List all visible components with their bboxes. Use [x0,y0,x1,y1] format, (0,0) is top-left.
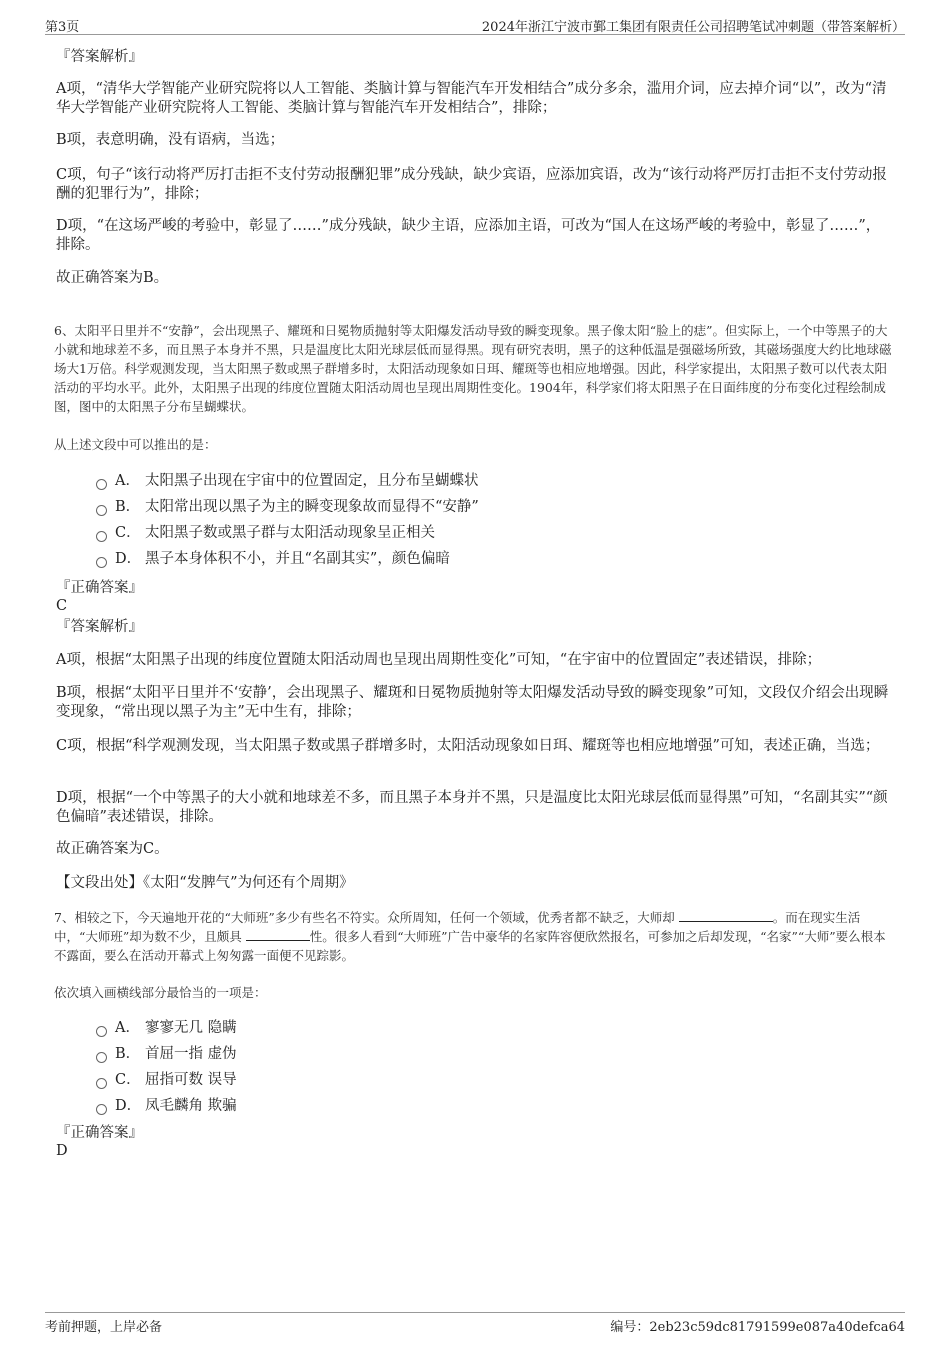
footer-slogan: 考前押题，上岸必备 [45,1320,163,1335]
document-title: 2024年浙江宁波市鄞工集团有限责任公司招聘笔试冲刺题（带答案解析） [481,20,905,35]
q6-option-d[interactable]: D． 黑子本身体积不小，并且“名副其实”，颜色偏暗 [96,549,450,569]
q5-conclusion: 故正确答案为B。 [56,270,169,286]
q7-answer-label: 『正确答案』 [56,1125,143,1141]
page-number: 第3页 [45,20,80,35]
q7-answer: D [56,1143,68,1159]
q5-analysis-a: A项，“清华大学智能产业研究院将以人工智能、类脑计算与智能汽车开发相结合”成分多余，滥用介词，应去掉介词“以”，改为“清华大学智能产业研究院将人工智能、类脑计算与智能汽车开发相结合”，排除； [56,81,887,116]
q7-option-a[interactable]: A． 寥寥无几 隐瞒 [96,1018,237,1038]
q7-option-c[interactable]: C． 屈指可数 误导 [96,1070,237,1090]
q5-analysis-d: D项，“在这场严峻的考验中，彰显了……”成分残缺，缺少主语，应添加主语，可改为“国人在这场严峻的考验中，彰显了……”，排除。 [56,218,881,253]
q6-analysis-b: B项，根据“太阳平日里并不‘安静’，会出现黑子、耀斑和日冕物质抛射等太阳爆发活动导致的瞬变现象”可知，文段仅介绍会出现瞬变现象，“常出现以黑子为主”无中生有，排除； [56,685,889,720]
q7-option-d[interactable]: D． 凤毛麟角 欺骗 [96,1096,237,1116]
radio-icon[interactable] [96,1104,107,1115]
answer-blank-2 [246,928,310,941]
q6-option-a[interactable]: A． 太阳黑子出现在宇宙中的位置固定，且分布呈蝴蝶状 [96,471,479,491]
radio-icon[interactable] [96,531,107,542]
q7-option-b[interactable]: B． 首屈一指 虚伪 [96,1044,237,1064]
q5-analysis-b: B项，表意明确，没有语病，当选； [56,132,285,148]
q6-analysis-c: C项，根据“科学观测发现，当太阳黑子数或黑子群增多时，太阳活动现象如日珥、耀斑等也相应地增强”可知，表述正确，当选； [56,738,880,754]
footer-serial: 编号：2eb23c59dc81791599e087a40defca64 [610,1320,905,1335]
q7-prompt: 依次填入画横线部分最恰当的一项是： [54,985,267,1000]
q6-conclusion: 故正确答案为C。 [56,841,169,857]
q7-stem: 7、相较之下，今天遍地开花的“大师班”多少有些名不符实。众所周知，任何一个领域，优秀者都不缺乏，大师却 。而在现实生活中，“大师班”却为数不少，且颇具 性。很多人看到“大师班”广告中豪华的名家阵容便欣然报名，可参加之后却发现，“名家”“大师”要么根本不露面，要么在活动开幕式上匆匆露一面便不见踪影。 [54,910,886,963]
radio-icon[interactable] [96,479,107,490]
q6-prompt: 从上述文段中可以推出的是： [54,437,217,452]
q6-answer-label: 『正确答案』 [56,580,143,596]
q6-option-c[interactable]: C． 太阳黑子数或黑子群与太阳活动现象呈正相关 [96,523,435,543]
q6-answer: C [56,598,68,614]
answer-blank-1 [679,909,773,922]
radio-icon[interactable] [96,505,107,516]
q6-option-b[interactable]: B． 太阳常出现以黑子为主的瞬变现象故而显得不“安静” [96,497,479,517]
q6-stem: 6、太阳平日里并不“安静”，会出现黑子、耀斑和日冕物质抛射等太阳爆发活动导致的瞬变现象。黑子像太阳“脸上的痣”。但实际上，一个中等黑子的大小就和地球差不多，而且黑子本身并不黑，只是温度比太阳光球层低而显得黑。现有研究表明，黑子的这种低温是强磁场所致，其磁场强度大约比地球磁场大1万倍。科学观测发现，当太阳黑子数或黑子群增多时，太阳活动现象如日珥、耀斑等也相应地增强。因此，科学家提出，太阳黑子数可以代表太阳活动的平均水平。此外，太阳黑子出现的纬度位置随太阳活动周也呈现出周期性变化。1904年，科学家们将太阳黑子在日面纬度的分布变化过程绘制成图，图中的太阳黑子分布呈蝴蝶状。 [54,323,892,414]
q6-analysis-a: A项，根据“太阳黑子出现的纬度位置随太阳活动周也呈现出周期性变化”可知，“在宇宙中的位置固定”表述错误，排除； [56,652,822,668]
radio-icon[interactable] [96,1078,107,1089]
radio-icon[interactable] [96,1026,107,1037]
q6-analysis-d: D项，根据“一个中等黑子的大小就和地球差不多，而且黑子本身并不黑，只是温度比太阳光球层低而显得黑”可知，“名副其实”“颜色偏暗”表述错误，排除。 [56,790,888,825]
radio-icon[interactable] [96,557,107,568]
q5-analysis-c: C项，句子“该行动将严厉打击拒不支付劳动报酬犯罪”成分残缺，缺少宾语，应添加宾语，改为“该行动将严厉打击拒不支付劳动报酬的犯罪行为”，排除； [56,167,887,202]
radio-icon[interactable] [96,1052,107,1063]
page-header [45,14,905,35]
q5-analysis-label: 『答案解析』 [56,49,143,65]
q6-source: 【文段出处】《太阳“发脾气”为何还有个周期》 [56,875,354,891]
page-footer [45,1312,905,1335]
q6-analysis-label: 『答案解析』 [56,619,143,635]
